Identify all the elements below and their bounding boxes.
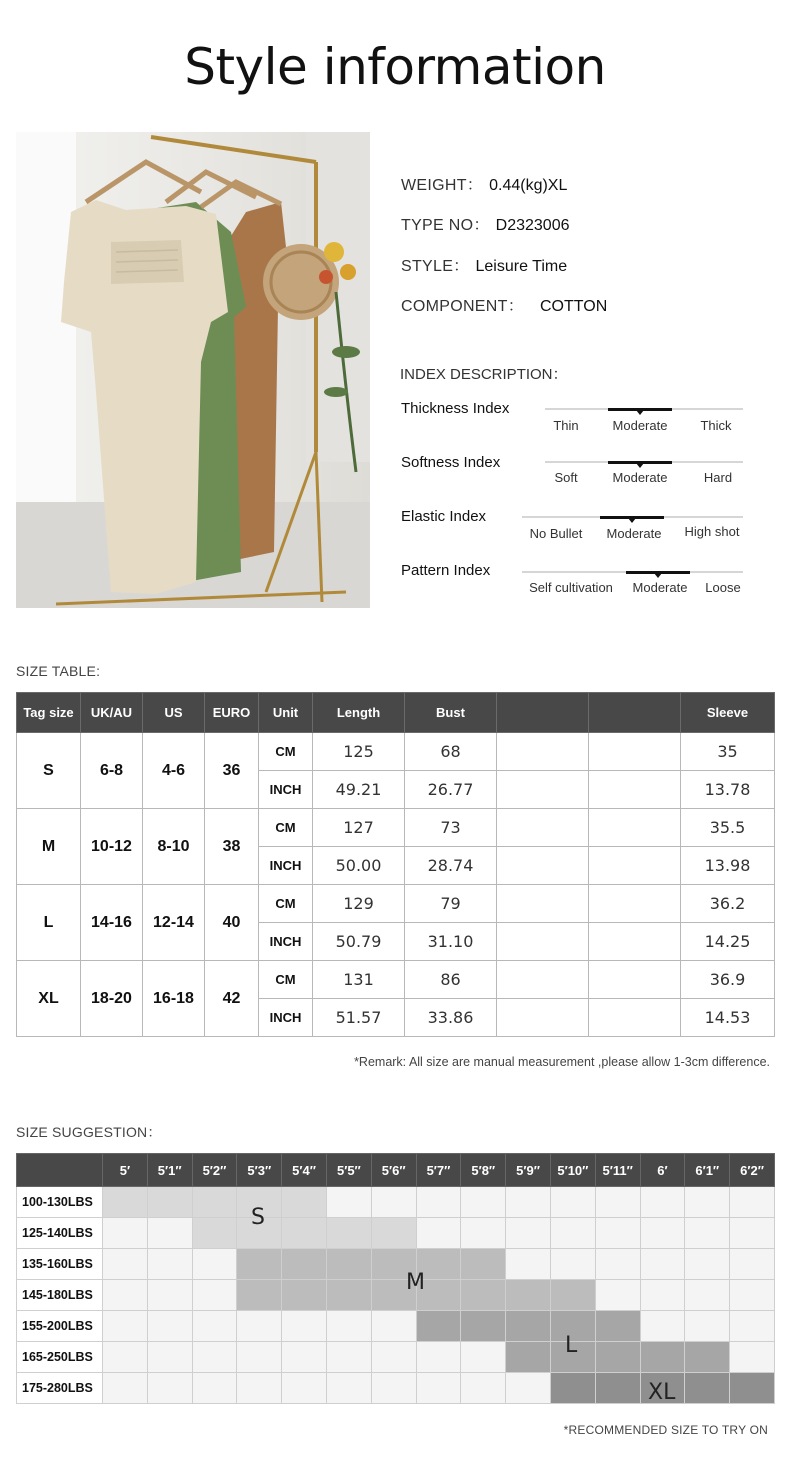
grid-cell [595,1342,640,1373]
pattern-index-low: Self cultivation [529,580,613,595]
blank-cell [589,771,681,809]
size-table-col-header [497,693,589,733]
corner-cell [17,1154,103,1187]
blank-cell [589,999,681,1037]
grid-cell [103,1218,148,1249]
grid-cell [640,1249,685,1280]
weight-label: 125-140LBS [17,1218,103,1249]
weight-label: 100-130LBS [17,1187,103,1218]
elastic-index-mid: Moderate [606,526,662,541]
zone-label-s: S [251,1205,265,1230]
grid-cell [103,1373,148,1404]
uk-size-cell: 14-16 [81,885,143,961]
height-header: 5′8″ [461,1154,506,1187]
grid-cell [730,1311,775,1342]
recommended-note: *RECOMMENDED SIZE TO TRY ON [563,1423,768,1437]
grid-cell [506,1373,551,1404]
softness-index-marker-icon [636,463,644,468]
grid-cell [237,1280,282,1311]
grid-cell [685,1280,730,1311]
grid-cell [147,1342,192,1373]
table-row [17,809,775,847]
grid-cell [237,1249,282,1280]
grid-cell [103,1249,148,1280]
length-cell: 131 [313,961,405,999]
unit-cell: CM [259,961,313,999]
bust-cell: 26.77 [405,771,497,809]
table-row [17,1187,775,1218]
grid-cell [282,1249,327,1280]
grid-cell [685,1187,730,1218]
table-row [17,1218,775,1249]
grid-cell [147,1187,192,1218]
us-size-cell: 16-18 [143,961,205,1037]
size-table-col-header [589,693,681,733]
grid-cell [461,1249,506,1280]
grid-cell [461,1311,506,1342]
grid-cell [237,1342,282,1373]
info-style-label: STYLE： [401,258,470,275]
table-row [17,961,775,999]
bust-cell: 68 [405,733,497,771]
grid-cell [147,1373,192,1404]
grid-cell [595,1218,640,1249]
grid-cell [103,1311,148,1342]
size-table [16,692,775,1037]
grid-cell [461,1342,506,1373]
info-style [401,253,567,276]
blank-cell [589,847,681,885]
size-table-header [17,693,775,733]
grid-cell [730,1342,775,1373]
grid-cell [147,1280,192,1311]
grid-cell [550,1218,595,1249]
height-header: 6′ [640,1154,685,1187]
grid-cell [506,1218,551,1249]
grid-cell [147,1218,192,1249]
bust-cell: 73 [405,809,497,847]
grid-cell [550,1280,595,1311]
softness-index-name: Softness Index [401,454,501,471]
bust-cell: 86 [405,961,497,999]
grid-cell [550,1373,595,1404]
sleeve-cell: 36.2 [681,885,775,923]
thickness-index-high: Thick [700,418,732,433]
unit-cell: INCH [259,771,313,809]
grid-cell [282,1218,327,1249]
grid-cell [416,1373,461,1404]
size-table-col-header: US [143,693,205,733]
sleeve-cell: 14.25 [681,923,775,961]
grid-cell [326,1218,371,1249]
info-component-value: COTTON [540,298,608,315]
grid-cell [550,1187,595,1218]
blank-cell [589,961,681,999]
info-weight-value: 0.44(kg)XL [489,177,568,194]
grid-cell [326,1187,371,1218]
us-size-cell: 4-6 [143,733,205,809]
index-description-heading: INDEX DESCRIPTION： [400,366,568,383]
unit-cell: CM [259,733,313,771]
grid-cell [416,1311,461,1342]
grid-cell [103,1342,148,1373]
grid-cell [326,1249,371,1280]
sleeve-cell: 35 [681,733,775,771]
softness-index-mid: Moderate [612,470,668,485]
grid-cell [461,1280,506,1311]
height-header: 5′4″ [282,1154,327,1187]
softness-index-high: Hard [703,470,733,485]
length-cell: 50.00 [313,847,405,885]
blank-cell [589,923,681,961]
blank-cell [497,961,589,999]
grid-cell [192,1249,237,1280]
grid-cell [685,1218,730,1249]
pattern-index-name: Pattern Index [401,562,491,579]
elastic-index-low: No Bullet [529,526,583,541]
sleeve-cell: 13.78 [681,771,775,809]
thickness-index-name: Thickness Index [401,400,510,417]
grid-cell [103,1280,148,1311]
blank-cell [497,771,589,809]
table-row [17,1249,775,1280]
grid-cell [595,1373,640,1404]
uk-size-cell: 10-12 [81,809,143,885]
weight-label: 165-250LBS [17,1342,103,1373]
grid-cell [461,1218,506,1249]
grid-cell [640,1311,685,1342]
info-type-no-label: TYPE NO： [401,217,490,234]
weight-label: 145-180LBS [17,1280,103,1311]
grid-cell [730,1280,775,1311]
height-header: 6′1″ [685,1154,730,1187]
us-size-cell: 12-14 [143,885,205,961]
thickness-index-low: Thin [553,418,579,433]
blank-cell [589,733,681,771]
measurement-remark: *Remark: All size are manual measurement ,please allow 1-3cm difference. [354,1055,770,1069]
grid-cell [640,1342,685,1373]
grid-cell [282,1311,327,1342]
grid-cell [371,1342,416,1373]
grid-cell [192,1280,237,1311]
info-weight [401,172,567,195]
blank-cell [497,733,589,771]
height-header: 5′9″ [506,1154,551,1187]
weight-label: 135-160LBS [17,1249,103,1280]
euro-size-cell: 36 [205,733,259,809]
grid-cell [461,1187,506,1218]
zone-label-m: M [406,1270,425,1295]
grid-cell [640,1218,685,1249]
grid-cell [282,1280,327,1311]
grid-cell [237,1311,282,1342]
height-header: 5′7″ [416,1154,461,1187]
uk-size-cell: 6-8 [81,733,143,809]
grid-cell [640,1280,685,1311]
size-table-col-header: Unit [259,693,313,733]
euro-size-cell: 40 [205,885,259,961]
blank-cell [589,809,681,847]
height-header: 5′10″ [550,1154,595,1187]
blank-cell [497,923,589,961]
bust-cell: 33.86 [405,999,497,1037]
grid-cell [237,1373,282,1404]
height-header: 5′ [103,1154,148,1187]
grid-cell [371,1218,416,1249]
length-cell: 129 [313,885,405,923]
softness-index-low: Soft [554,470,578,485]
tag-size-cell: XL [17,961,81,1037]
height-header: 6′2″ [730,1154,775,1187]
length-cell: 50.79 [313,923,405,961]
euro-size-cell: 38 [205,809,259,885]
pattern-index-mid: Moderate [632,580,688,595]
table-row [17,1342,775,1373]
sleeve-cell: 36.9 [681,961,775,999]
blank-cell [497,999,589,1037]
grid-cell [192,1187,237,1218]
size-table-label: SIZE TABLE: [16,663,101,679]
height-header: 5′1″ [147,1154,192,1187]
grid-cell [282,1373,327,1404]
grid-cell [506,1187,551,1218]
pattern-index-marker-icon [654,573,662,578]
unit-cell: CM [259,809,313,847]
grid-cell [282,1187,327,1218]
elastic-index-high: High shot [684,524,740,539]
table-row [17,885,775,923]
info-style-value: Leisure Time [475,258,568,275]
blank-cell [497,885,589,923]
zone-label-xl: XL [648,1380,676,1405]
info-component [401,293,607,316]
thickness-index-marker-icon [636,410,644,415]
grid-cell [326,1280,371,1311]
bust-cell: 79 [405,885,497,923]
table-row [17,1311,775,1342]
grid-cell [685,1342,730,1373]
bust-cell: 28.74 [405,847,497,885]
grid-cell [461,1373,506,1404]
grid-cell [685,1373,730,1404]
grid-cell [730,1249,775,1280]
height-header: 5′6″ [371,1154,416,1187]
grid-cell [371,1311,416,1342]
elastic-index-name: Elastic Index [401,508,487,525]
unit-cell: INCH [259,923,313,961]
length-cell: 51.57 [313,999,405,1037]
grid-cell [730,1373,775,1404]
grid-cell [595,1280,640,1311]
grid-cell [326,1342,371,1373]
height-header: 5′2″ [192,1154,237,1187]
grid-cell [371,1373,416,1404]
blank-cell [497,847,589,885]
euro-size-cell: 42 [205,961,259,1037]
grid-cell [506,1342,551,1373]
unit-cell: INCH [259,847,313,885]
grid-cell [550,1249,595,1280]
us-size-cell: 8-10 [143,809,205,885]
weight-label: 175-280LBS [17,1373,103,1404]
grid-cell [595,1187,640,1218]
bust-cell: 31.10 [405,923,497,961]
size-suggestion-label: SIZE SUGGESTION： [16,1124,162,1140]
size-suggestion-header [17,1154,775,1187]
grid-cell [416,1187,461,1218]
grid-cell [595,1249,640,1280]
grid-cell [192,1373,237,1404]
blank-cell [497,809,589,847]
blank-cell [589,885,681,923]
grid-cell [147,1311,192,1342]
length-cell: 49.21 [313,771,405,809]
grid-cell [282,1342,327,1373]
grid-cell [506,1249,551,1280]
table-row [17,1280,775,1311]
grid-cell [730,1218,775,1249]
size-table-col-header: EURO [205,693,259,733]
grid-cell [326,1373,371,1404]
sleeve-cell: 13.98 [681,847,775,885]
size-table-col-header: Length [313,693,405,733]
height-header: 5′11″ [595,1154,640,1187]
info-weight-label: WEIGHT： [401,177,484,194]
product-photo [16,132,370,608]
grid-cell [730,1187,775,1218]
unit-cell: CM [259,885,313,923]
tag-size-cell: L [17,885,81,961]
size-table-col-header: Bust [405,693,497,733]
grid-cell [640,1187,685,1218]
pattern-index-high: Loose [705,580,741,595]
grid-cell [506,1311,551,1342]
length-cell: 125 [313,733,405,771]
length-cell: 127 [313,809,405,847]
grid-cell [416,1218,461,1249]
zone-label-l: L [565,1333,578,1358]
unit-cell: INCH [259,999,313,1037]
sleeve-cell: 35.5 [681,809,775,847]
info-type-no [401,212,569,235]
info-component-label: COMPONENT： [401,298,524,315]
page-title: Style information [184,38,606,96]
grid-cell [506,1280,551,1311]
grid-cell [192,1342,237,1373]
grid-cell [147,1249,192,1280]
grid-cell [685,1311,730,1342]
tag-size-cell: M [17,809,81,885]
size-suggestion-grid [16,1153,775,1404]
height-header: 5′5″ [326,1154,371,1187]
height-header: 5′3″ [237,1154,282,1187]
grid-cell [192,1311,237,1342]
grid-cell [416,1342,461,1373]
size-table-col-header: Sleeve [681,693,775,733]
grid-cell [326,1311,371,1342]
grid-cell [371,1187,416,1218]
table-row [17,733,775,771]
grid-cell [103,1187,148,1218]
thickness-index-mid: Moderate [612,418,668,433]
sleeve-cell: 14.53 [681,999,775,1037]
grid-cell [595,1311,640,1342]
elastic-index-marker-icon [628,518,636,523]
size-table-col-header: Tag size [17,693,81,733]
grid-cell [192,1218,237,1249]
size-table-col-header: UK/AU [81,693,143,733]
grid-cell [685,1249,730,1280]
uk-size-cell: 18-20 [81,961,143,1037]
info-type-no-value: D2323006 [495,217,570,234]
weight-label: 155-200LBS [17,1311,103,1342]
tag-size-cell: S [17,733,81,809]
